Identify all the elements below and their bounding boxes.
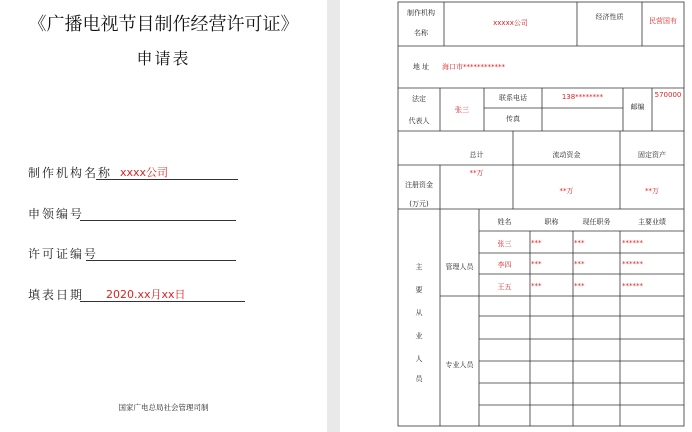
total-label: 总计 — [469, 151, 484, 159]
cover-title: 《广播电视节目制作经营许可证》 — [28, 14, 299, 35]
form-grid — [340, 0, 692, 432]
capital-label-2: (万元) — [409, 200, 429, 208]
mgmt-row-3-achievement: ****** — [622, 282, 643, 290]
field-label-apply-no: 申领编号 — [28, 207, 85, 221]
fill-date-line — [80, 287, 245, 302]
legal-label-1: 法定 — [412, 95, 426, 103]
staff-label-char-5: 人 — [415, 355, 423, 363]
econ-value: 民营国有 — [649, 17, 677, 25]
capital-label-1: 注册资金 — [405, 181, 433, 189]
phone-label: 联系电话 — [499, 94, 527, 102]
mgmt-row-2-achievement: ****** — [622, 260, 643, 268]
cover-page — [0, 0, 327, 432]
mgmt-row-3-title: *** — [531, 282, 542, 290]
mgmt-row-1-achievement: ****** — [622, 239, 643, 247]
capital-total: **万 — [469, 169, 484, 177]
addr-value: 海口市************ — [442, 63, 505, 71]
postcode-label: 邮编 — [630, 103, 645, 111]
phone-value: 138******** — [561, 93, 604, 101]
org-label-2: 名称 — [414, 29, 428, 37]
staff-label-char-4: 业 — [415, 332, 423, 340]
cover-subtitle: 申请表 — [136, 49, 191, 68]
econ-label: 经济性质 — [595, 13, 624, 21]
form-page — [340, 0, 692, 432]
legal-value: 张三 — [455, 106, 469, 114]
capital-fixed: **万 — [645, 187, 659, 195]
staff-header-achievement: 主要业绩 — [638, 218, 666, 226]
mgmt-row-3-position: *** — [574, 282, 585, 290]
staff-header-name: 姓名 — [497, 218, 512, 226]
mgmt-label: 管理人员 — [445, 263, 474, 271]
field-label-fill-date: 填表日期 — [28, 288, 85, 302]
license-no-line — [86, 246, 236, 261]
staff-label-char-1: 主 — [415, 263, 423, 271]
current-label: 流动资金 — [552, 151, 581, 159]
org-name-line — [96, 165, 238, 180]
staff-label-char-2: 要 — [415, 286, 423, 294]
fax-label: 传真 — [506, 115, 520, 123]
field-label-org-name: 制作机构名称 — [28, 166, 113, 180]
mgmt-row-1-title: *** — [531, 239, 542, 247]
staff-header-position: 现任职务 — [582, 218, 611, 226]
org-name-value: xxxx公司 — [120, 166, 169, 179]
mgmt-row-2-title: *** — [531, 260, 542, 268]
fixed-label: 固定资产 — [638, 151, 666, 159]
capital-current: **万 — [559, 187, 574, 195]
mgmt-row-2-name: 李四 — [497, 261, 512, 269]
mgmt-row-1-position: *** — [574, 239, 585, 247]
mgmt-row-2-position: *** — [574, 260, 585, 268]
legal-label-2: 代表人 — [408, 117, 430, 125]
staff-label-char-3: 从 — [415, 309, 423, 317]
staff-label-char-6: 员 — [415, 375, 423, 383]
org-value: xxxxx公司 — [493, 19, 528, 27]
pro-label: 专业人员 — [445, 361, 474, 369]
apply-no-line — [80, 206, 236, 221]
org-label-1: 制作机构 — [407, 9, 435, 17]
staff-header-title: 职称 — [544, 218, 559, 226]
field-label-license-no: 许可证编号 — [28, 247, 99, 261]
fill-date-value: 2020.xx月xx日 — [106, 288, 186, 301]
mgmt-row-1-name: 张三 — [497, 240, 512, 248]
postcode-value: 570000 — [654, 91, 682, 99]
mgmt-row-3-name: 王五 — [497, 283, 512, 291]
addr-label: 地 址 — [412, 63, 430, 71]
cover-footer: 国家广电总局社会管理司制 — [118, 403, 209, 412]
